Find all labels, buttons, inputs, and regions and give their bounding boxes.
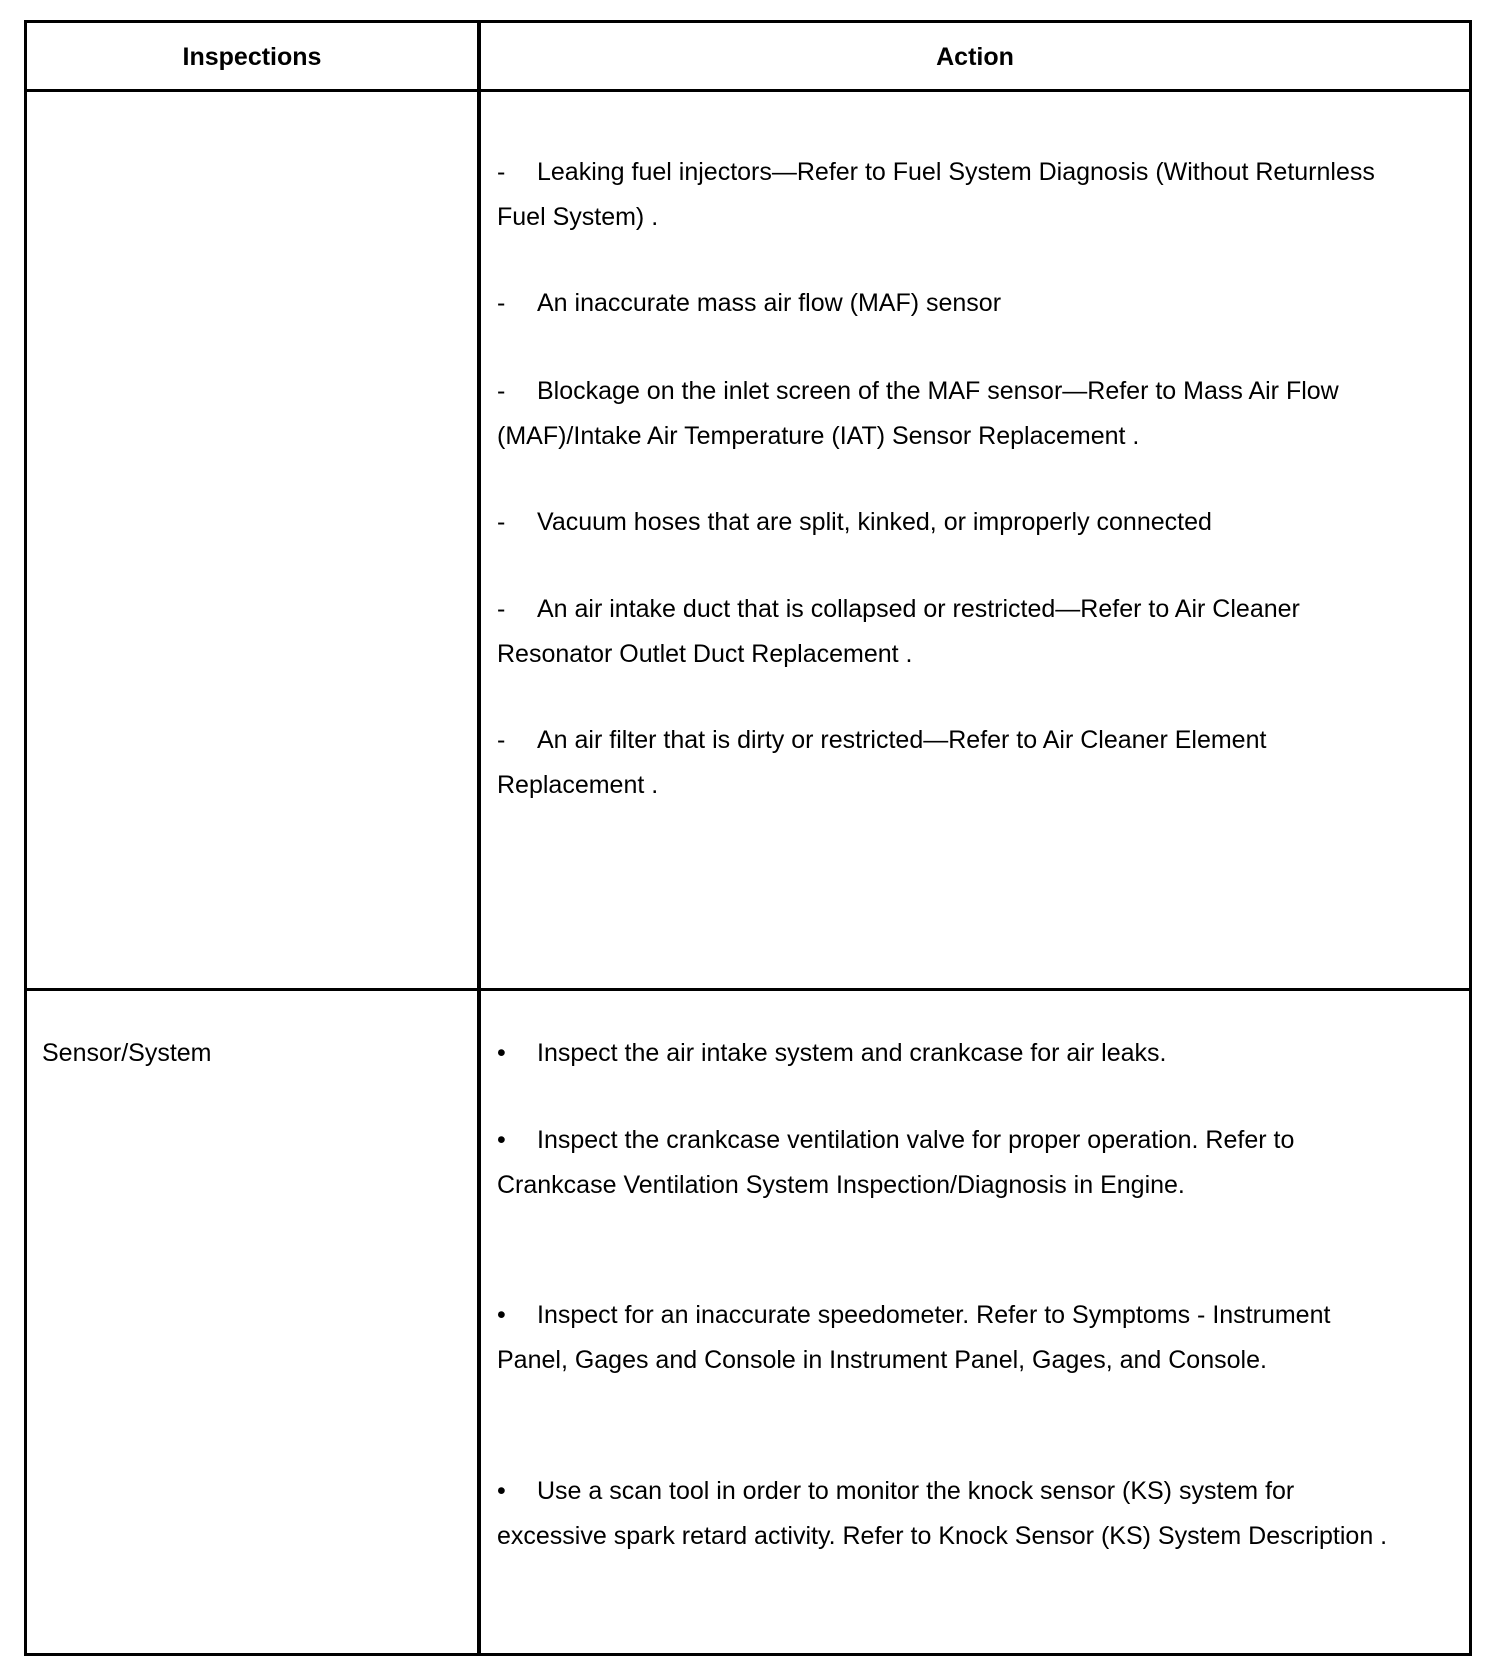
- action-text: Use a scan tool in order to monitor the knock sensor (KS) system for excessive spark retard activity. Refer to Knock Sensor (KS) System Description .: [497, 1477, 1388, 1550]
- row-divider: [27, 988, 1469, 991]
- bullet-marker: •: [497, 1126, 506, 1154]
- bullet-marker: •: [497, 1477, 506, 1505]
- action-text: Vacuum hoses that are split, kinked, or improperly connected: [537, 508, 1212, 536]
- table-bottom-border: [27, 1653, 1469, 1656]
- action-item: [497, 369, 1397, 459]
- action-text: Leaking fuel injectors—Refer to Fuel System Diagnosis (Without Returnless Fuel System) .: [497, 158, 1375, 231]
- action-item: [497, 1469, 1397, 1559]
- column-divider: [477, 23, 481, 1656]
- dash-marker: -: [497, 595, 506, 623]
- bullet-marker: •: [497, 1039, 506, 1067]
- action-text: Inspect the air intake system and crankcase for air leaks.: [537, 1039, 1167, 1067]
- inspection-action-table: [24, 20, 1472, 1656]
- dash-marker: -: [497, 726, 506, 754]
- action-item: [497, 500, 1397, 545]
- action-text: Blockage on the inlet screen of the MAF sensor—Refer to Mass Air Flow (MAF)/Intake Air Temperature (IAT) Sensor Replacement .: [497, 377, 1339, 450]
- action-item: [497, 281, 1397, 326]
- action-item: [497, 1118, 1397, 1208]
- action-text: Inspect the crankcase ventilation valve for proper operation. Refer to Crankcase Ventilation System Inspection/Diagnosis in Engine.: [497, 1126, 1295, 1199]
- dash-marker: -: [497, 289, 506, 317]
- dash-marker: -: [497, 377, 506, 405]
- header-inspections: Inspections: [182, 43, 322, 71]
- dash-marker: -: [497, 158, 506, 186]
- header-action: Action: [936, 43, 1014, 71]
- action-item: [497, 1031, 1397, 1076]
- action-text: An air filter that is dirty or restricted—Refer to Air Cleaner Element Replacement .: [497, 726, 1267, 799]
- action-text: Inspect for an inaccurate speedometer. Refer to Symptoms - Instrument Panel, Gages and Console in Instrument Panel, Gages, and Console.: [497, 1301, 1331, 1374]
- bullet-marker: •: [497, 1301, 506, 1329]
- action-item: [497, 150, 1397, 240]
- dash-marker: -: [497, 508, 506, 536]
- action-item: [497, 587, 1397, 677]
- action-text: An inaccurate mass air flow (MAF) sensor: [537, 289, 1002, 317]
- action-item: [497, 1293, 1397, 1383]
- action-text: An air intake duct that is collapsed or restricted—Refer to Air Cleaner Resonator Outlet Duct Replacement .: [497, 595, 1300, 668]
- action-item: [497, 718, 1397, 808]
- header-divider: [27, 89, 1469, 92]
- inspection-cell-row-2: Sensor/System: [42, 1039, 212, 1067]
